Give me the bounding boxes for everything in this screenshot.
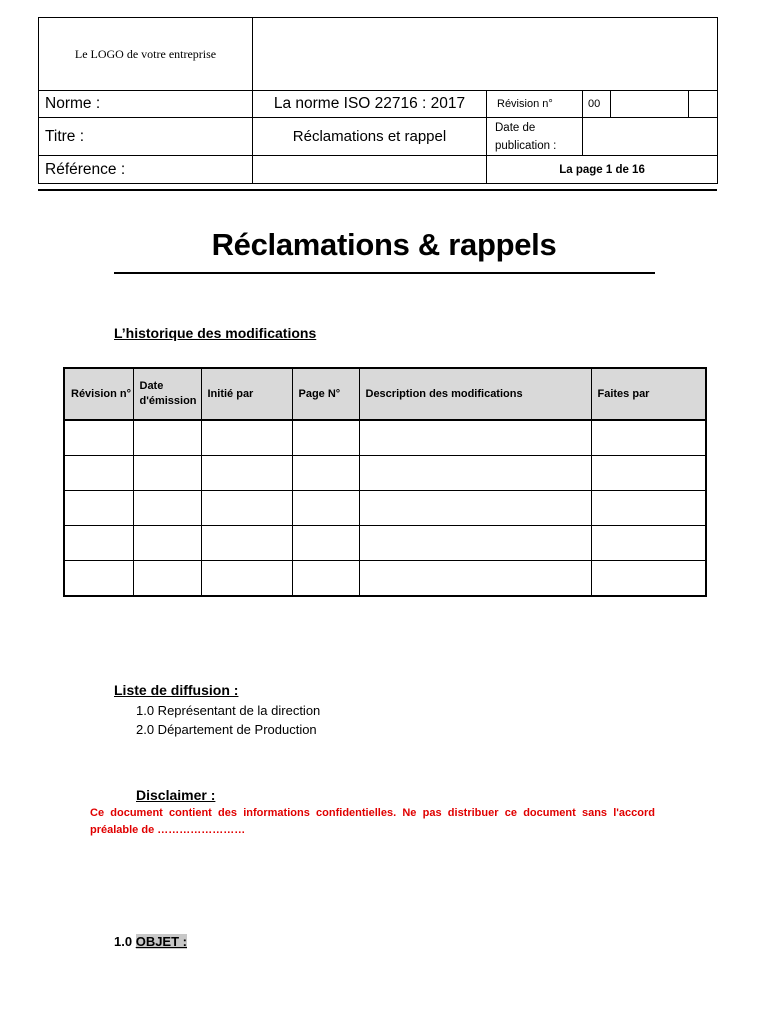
reference-value <box>253 156 487 184</box>
norme-label: Norme : <box>39 91 253 118</box>
date-label-line-1: Date de <box>495 121 536 134</box>
logo-text: Le LOGO de votre entreprise <box>74 46 217 61</box>
disclaimer-text: Ce document contient des informations confidentielles. Ne pas distribuer ce document sans l'accord préalable de …………………… <box>90 807 655 836</box>
disclaimer-heading: Disclaimer : <box>136 787 216 803</box>
objet-label: OBJET : <box>135 934 187 949</box>
norme-value: La norme ISO 22716 : 2017 <box>253 91 487 118</box>
titre-label: Titre : <box>39 118 253 156</box>
col-description: Description des modifications <box>359 368 591 420</box>
header-empty-cell <box>253 18 718 91</box>
table-row <box>64 491 706 526</box>
revision-value: 00 <box>583 91 611 118</box>
document-title: Réclamations & rappels <box>211 227 557 262</box>
table-row <box>64 561 706 597</box>
titre-value: Réclamations et rappel <box>253 118 487 156</box>
objet-number: 1.0 <box>114 934 133 949</box>
title-underline <box>114 272 655 274</box>
diffusion-item-2: 2.0 Département de Production <box>136 722 317 737</box>
reference-label: Référence : <box>39 156 253 184</box>
table-row <box>64 456 706 491</box>
revision-extra-cell <box>611 91 689 118</box>
header-table <box>38 17 718 184</box>
revision-label: Révision n° <box>487 91 583 118</box>
history-heading: L’historique des modifications <box>114 325 317 341</box>
col-date-emission: Date d'émission <box>133 368 201 420</box>
date-publication-label <box>487 118 583 156</box>
objet-section <box>114 934 187 949</box>
col-revision: Révision n° <box>64 368 133 420</box>
page-info: La page 1 de 16 <box>487 156 718 184</box>
diffusion-item-1: 1.0 Représentant de la direction <box>136 703 321 718</box>
col-faites-par: Faites par <box>591 368 706 420</box>
logo-placeholder <box>39 18 253 91</box>
diffusion-heading: Liste de diffusion : <box>114 682 239 698</box>
col-page: Page N° <box>292 368 359 420</box>
history-table <box>63 367 707 597</box>
revision-extra-cell-2 <box>689 91 718 118</box>
table-row <box>64 526 706 561</box>
col-initie-par: Initié par <box>201 368 292 420</box>
date-publication-value <box>583 118 718 156</box>
header-divider <box>38 189 717 191</box>
table-row <box>64 420 706 456</box>
date-label-line-2: publication : <box>495 139 557 152</box>
